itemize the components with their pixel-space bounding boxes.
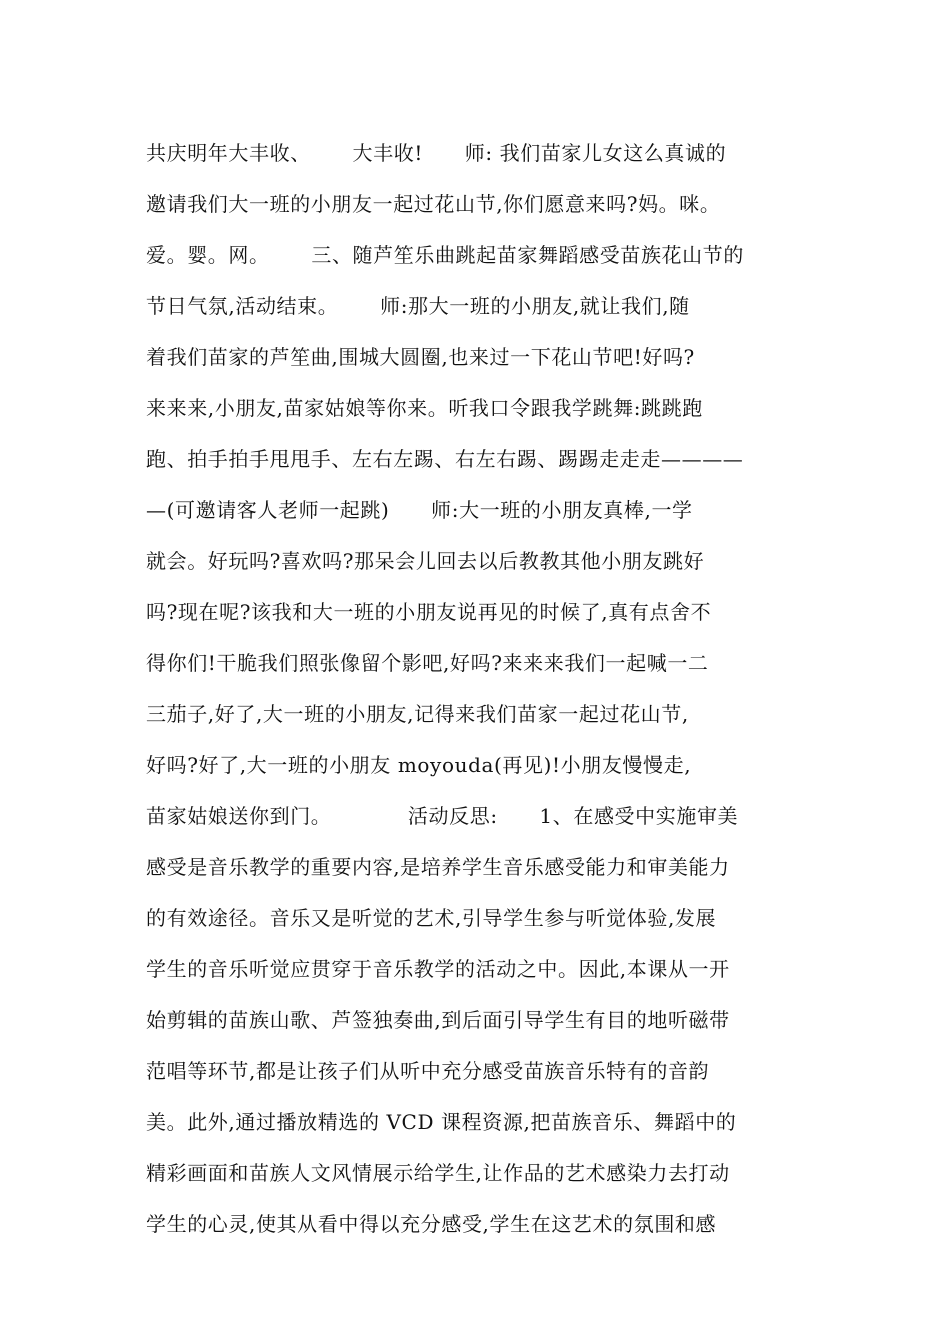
text-line: 始剪辑的苗族山歌、芦签独奏曲,到后面引导学生有目的地听磁带: [146, 1008, 730, 1032]
text-line: 三茄子,好了,大一班的小朋友,记得来我们苗家一起过花山节,: [146, 702, 689, 726]
text-line: 精彩画面和苗族人文风情展示给学生,让作品的艺术感染力去打动: [146, 1161, 730, 1185]
body-text: [146, 131, 806, 1253]
text-line: 邀请我们大一班的小朋友一起过花山节,你们愿意来吗?妈。咪。: [146, 192, 721, 216]
text-line: —(可邀请客人老师一起跳) 师:大一班的小朋友真棒,一学: [146, 498, 693, 522]
text-line: 学生的心灵,使其从看中得以充分感受,学生在这艺术的氛围和感: [146, 1212, 717, 1236]
text-line: 好吗?好了,大一班的小朋友 moyouda(再见)!小朋友慢慢走,: [146, 753, 692, 777]
text-line: 节日气氛,活动结束。 师:那大一班的小朋友,就让我们,随: [146, 294, 690, 318]
text-line: 共庆明年大丰收、 大丰收! 师: 我们苗家儿女这么真诚的: [146, 141, 727, 165]
text-line: 得你们!干脆我们照张像留个影吧,好吗?来来来我们一起喊一二: [146, 651, 709, 675]
text-line: 苗家姑娘送你到门。 活动反思: 1、在感受中实施审美: [146, 804, 739, 828]
text-line: 感受是音乐教学的重要内容,是培养学生音乐感受能力和审美能力: [146, 855, 730, 879]
text-line: 的有效途径。音乐又是听觉的艺术,引导学生参与听觉体验,发展: [146, 906, 717, 930]
text-line: 美。此外,通过播放精选的 VCD 课程资源,把苗族音乐、舞蹈中的: [146, 1110, 737, 1134]
text-line: 范唱等环节,都是让孩子们从听中充分感受苗族音乐特有的音韵: [146, 1059, 710, 1083]
text-line: 就会。好玩吗?喜欢吗?那呆会儿回去以后教教其他小朋友跳好: [146, 549, 705, 573]
text-line: 爱。婴。网。 三、随芦笙乐曲跳起苗家舞蹈感受苗族花山节的: [146, 243, 744, 267]
text-line: 学生的音乐听觉应贯穿于音乐教学的活动之中。因此,本课从一开: [146, 957, 730, 981]
text-line: 吗?现在呢?该我和大一班的小朋友说再见的时候了,真有点舍不: [146, 600, 712, 624]
text-line: 着我们苗家的芦笙曲,围城大圆圈,也来过一下花山节吧!好吗?: [146, 345, 695, 369]
text-line: 跑、拍手拍手甩甩手、左右左踢、右左右踢、踢踢走走走————: [146, 447, 744, 471]
text-line: 来来来,小朋友,苗家姑娘等你来。听我口令跟我学跳舞:跳跳跑: [146, 396, 703, 420]
